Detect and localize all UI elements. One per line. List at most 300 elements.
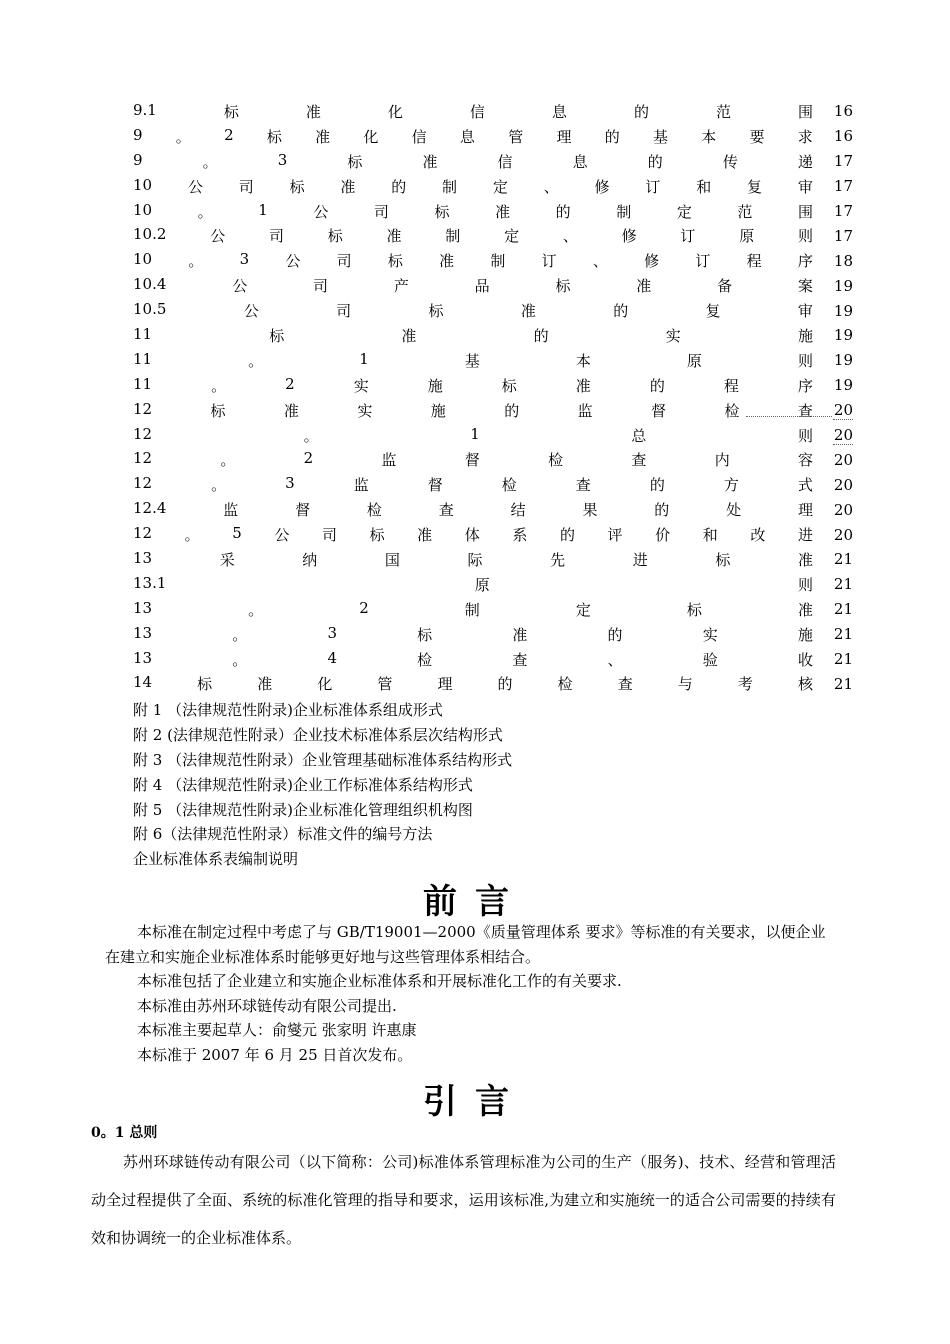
toc-title-char: 信	[469, 102, 485, 121]
toc-title-char: 、	[592, 252, 608, 271]
toc-page-number: 16	[833, 127, 853, 146]
toc-title-char: 纳	[302, 550, 318, 569]
toc-title-char: 13	[133, 548, 153, 567]
toc-title-char: 12.4	[133, 499, 167, 518]
toc-title-char: 司	[336, 252, 352, 271]
toc-title-char: 制	[464, 600, 480, 619]
toc-entry[interactable]	[133, 273, 853, 298]
toc-entry-title	[133, 350, 833, 371]
toc-title-char: 11	[133, 374, 153, 393]
toc-page-number: 17	[833, 226, 853, 245]
toc-title-char: 管	[377, 675, 393, 694]
annex-item: 附 5 （法律规范性附录)企业标准化管理组织机构图	[133, 800, 473, 819]
toc-title-char: 则	[797, 227, 813, 246]
toc-title-char: 产	[393, 277, 409, 296]
foreword-paragraph: 本标准于 2007 年 6 月 25 日首次发布。	[137, 1045, 413, 1064]
toc-title-char: 息	[459, 127, 475, 146]
toc-title-char: 定	[676, 202, 692, 221]
toc-title-char: 司	[336, 302, 352, 321]
toc-title-char: 10	[133, 250, 153, 269]
toc-title-char: 。	[232, 650, 248, 669]
toc-title-char: 公	[285, 252, 301, 271]
toc-title-char: 的	[497, 675, 513, 694]
toc-title-char: 价	[655, 526, 671, 545]
toc-title-char: 准	[305, 102, 321, 121]
toc-title-char: 查	[438, 501, 454, 520]
toc-page-number: 19	[833, 326, 853, 345]
annex-item: 附 1 （法律规范性附录)企业标准体系组成形式	[133, 701, 443, 719]
toc-title-char: 检	[501, 476, 517, 495]
toc-entry[interactable]	[133, 248, 853, 273]
toc-page-number: 21	[833, 650, 853, 669]
toc-title-char: 序	[797, 252, 813, 271]
toc-title-char: 制	[442, 177, 458, 196]
toc-title-char: 、	[562, 227, 578, 246]
toc-entry[interactable]	[133, 572, 853, 597]
toc-entry[interactable]	[133, 597, 853, 622]
toc-title-char: 9.1	[133, 100, 157, 119]
toc-title-char: 准	[520, 302, 536, 321]
toc-title-char: 12	[133, 399, 153, 418]
toc-entry-title	[133, 126, 833, 147]
toc-title-char: 程	[746, 252, 762, 271]
toc-title-char: 标	[387, 252, 403, 271]
toc-title-char: 1	[359, 349, 369, 368]
toc-entry[interactable]	[133, 223, 853, 248]
toc-entry-title	[133, 225, 833, 246]
toc-title-char: 13.1	[133, 573, 167, 592]
toc-entry-title	[133, 499, 833, 520]
toc-title-char: 。	[303, 426, 319, 445]
foreword-paragraph: 本标准包括了企业建立和实施企业标准体系和开展标准化工作的有关要求.	[137, 972, 622, 990]
toc-title-char: 准	[439, 252, 455, 271]
toc-entry[interactable]	[133, 348, 853, 373]
toc-title-char: 标	[428, 302, 444, 321]
toc-title-char: 本	[575, 351, 591, 370]
toc-entry-title	[133, 375, 833, 396]
toc-title-char: 标	[269, 326, 285, 345]
toc-title-char: 5	[232, 524, 242, 543]
toc-title-char: 修	[621, 227, 637, 246]
toc-title-char: 2	[303, 449, 314, 468]
toc-title-char: 的	[504, 401, 520, 420]
leader-dots	[746, 416, 832, 417]
toc-title-char: 的	[391, 177, 407, 196]
toc-title-char: 检	[548, 451, 564, 470]
toc-title-char: 。	[211, 376, 227, 395]
toc-title-char: 备	[717, 277, 733, 296]
toc-entry-title	[133, 649, 833, 670]
toc-entry-title	[133, 250, 833, 271]
toc-title-char: 基	[652, 127, 668, 146]
toc-title-char: 化	[387, 102, 403, 121]
toc-entry-title	[133, 449, 833, 470]
toc-title-char: 范	[715, 102, 731, 121]
toc-entry-title	[133, 325, 833, 346]
toc-title-char: 内	[714, 451, 730, 470]
toc-entry-title	[133, 673, 833, 694]
toc-title-char: 际	[467, 550, 483, 569]
toc-entry[interactable]	[133, 124, 853, 149]
toc-entry-title	[133, 474, 833, 495]
toc-title-char: 监	[223, 501, 239, 520]
toc-entry[interactable]	[133, 199, 853, 224]
toc-title-char: 总	[631, 426, 647, 445]
toc-title-char: 的	[607, 625, 623, 644]
toc-title-char: 10	[133, 200, 153, 219]
toc-title-char: 查	[617, 675, 633, 694]
toc-title-char: 要	[749, 127, 765, 146]
annex-list	[133, 698, 853, 872]
toc-title-char: 标	[347, 152, 363, 171]
toc-title-char: 程	[723, 376, 739, 395]
introduction-paragraph: 苏州环球链传动有限公司（以下简称：公司)标准体系管理标准为公司的生产（服务)、技术、经营和管理活动全过程提供了全面、系统的标准化管理的指导和要求，运用该标准,为建立和实施统一的适合公司需要的持续有效和协调统一的企业标准体系。	[91, 1153, 836, 1247]
toc-title-char: 13	[133, 623, 153, 642]
toc-title-char: 3	[285, 474, 295, 493]
toc-title-char: 修	[644, 252, 660, 271]
toc-entry[interactable]	[133, 522, 853, 547]
toc-title-char: 司	[238, 177, 254, 196]
toc-entry-title	[133, 275, 833, 296]
toc-title-char: 10	[133, 175, 153, 194]
toc-title-char: 标	[434, 202, 450, 221]
toc-title-char: 容	[797, 451, 813, 470]
toc-title-char: 。	[211, 476, 227, 495]
annex-item: 附 4 （法律规范性附录)企业工作标准体系结构形式	[133, 775, 473, 794]
foreword-paragraph: 本标准在制定过程中考虑了与 GB/T19001—2000《质量管理体系 要求》等标准的有关要求，以便企业在建立和实施企业标准体系时能够更好地与这些管理体系相结合。	[105, 923, 826, 966]
toc-entry[interactable]	[133, 647, 853, 672]
toc-title-char: 修	[594, 177, 610, 196]
toc-page-number: 19	[833, 376, 853, 395]
toc-title-char: 监	[381, 451, 397, 470]
toc-title-char: 公	[210, 227, 226, 246]
toc-title-char: 、	[607, 650, 623, 669]
toc-title-char: 标	[417, 625, 433, 644]
toc-entry-title	[133, 300, 833, 321]
toc-entry[interactable]	[133, 497, 853, 522]
toc-title-char: 标	[289, 177, 305, 196]
toc-title-char: 理	[556, 127, 572, 146]
toc-title-char: 标	[223, 102, 239, 121]
toc-title-char: 准	[575, 376, 591, 395]
toc-title-char: 13	[133, 598, 153, 617]
toc-entry[interactable]	[133, 174, 853, 199]
annex-item: 企业标准体系表编制说明	[133, 850, 299, 869]
toc-title-char: 。	[248, 600, 264, 619]
toc-title-char: 。	[197, 202, 213, 221]
toc-title-char: 标	[686, 600, 702, 619]
toc-title-char: 12	[133, 474, 153, 493]
toc-title-char: 实	[357, 401, 373, 420]
toc-title-char: 监	[577, 401, 593, 420]
toc-page-number: 21	[833, 550, 853, 569]
toc-page-number: 19	[833, 351, 853, 370]
toc-entry[interactable]	[133, 671, 853, 696]
toc-title-char: 核	[797, 675, 813, 694]
toc-title-char: 结	[510, 501, 526, 520]
toc-title-char: 3	[277, 150, 288, 169]
toc-title-char: 的	[654, 501, 670, 520]
toc-page-number: 19	[833, 301, 853, 320]
toc-title-char: 准	[283, 401, 299, 420]
toc-title-char: 。	[188, 252, 204, 271]
toc-title-char: 果	[582, 501, 598, 520]
toc-title-char: 原	[739, 227, 755, 246]
toc-page-number: 20	[833, 425, 853, 444]
toc-title-char: 检	[366, 501, 382, 520]
toc-page-number: 20	[833, 400, 853, 419]
toc-title-char: 方	[723, 476, 739, 495]
toc-entry[interactable]	[133, 398, 853, 423]
toc-title-char: 。	[220, 451, 236, 470]
annex-item: 附 2 (法律规范性附录）企业技术标准体系层次结构形式	[133, 725, 503, 744]
foreword-body	[105, 920, 835, 1067]
toc-title-char: 查	[512, 650, 528, 669]
toc-title-char: 11	[133, 324, 153, 343]
toc-title-char: 验	[702, 650, 718, 669]
toc-page-number: 20	[833, 525, 853, 544]
section-title: 0。1 总则	[91, 1125, 158, 1141]
toc-title-char: 订	[680, 227, 696, 246]
table-of-contents	[133, 99, 853, 696]
toc-title-char: 督	[427, 476, 443, 495]
toc-title-char: 10.4	[133, 275, 167, 294]
toc-title-char: 。	[248, 351, 264, 370]
toc-title-char: 准	[422, 152, 438, 171]
toc-title-char: 求	[797, 127, 813, 146]
toc-title-char: 体	[464, 526, 480, 545]
toc-title-char: 查	[797, 401, 813, 420]
toc-entry-title	[133, 400, 833, 421]
toc-entry[interactable]	[133, 423, 853, 448]
toc-title-char: 定	[504, 227, 520, 246]
toc-title-char: 准	[417, 526, 433, 545]
toc-entry-title	[133, 599, 833, 620]
toc-title-char: 则	[797, 351, 813, 370]
toc-page-number: 20	[833, 500, 853, 519]
toc-title-char: 10.2	[133, 225, 167, 244]
toc-title-char: 、	[543, 177, 559, 196]
foreword-paragraph: 本标准由苏州环球链传动有限公司提出.	[137, 996, 397, 1015]
toc-title-char: 2	[285, 374, 295, 393]
toc-title-char: 则	[797, 426, 813, 445]
toc-title-char: 与	[677, 675, 693, 694]
toc-title-char: 的	[649, 376, 665, 395]
toc-title-char: 。	[232, 625, 248, 644]
toc-title-char: 。	[175, 127, 191, 146]
toc-title-char: 公	[243, 302, 259, 321]
toc-title-char: 序	[797, 376, 813, 395]
toc-entry[interactable]	[133, 622, 853, 647]
toc-title-char: 的	[604, 127, 620, 146]
toc-title-char: 进	[632, 550, 648, 569]
toc-title-char: 标	[369, 526, 385, 545]
toc-title-char: 准	[797, 550, 813, 569]
toc-entry-title	[133, 425, 833, 446]
toc-title-char: 管	[508, 127, 524, 146]
toc-title-char: 查	[631, 451, 647, 470]
toc-title-char: 信	[497, 152, 513, 171]
toc-title-char: 督	[295, 501, 311, 520]
toc-title-char: 围	[797, 202, 813, 221]
toc-title-char: 审	[797, 302, 813, 321]
toc-entry-title	[133, 524, 833, 545]
toc-title-char: 9	[133, 150, 143, 169]
toc-title-char: 的	[555, 202, 571, 221]
toc-entry[interactable]	[133, 99, 853, 124]
toc-title-char: 订	[541, 252, 557, 271]
annex-item: 附 3 （法律规范性附录）企业管理基础标准体系结构形式	[133, 750, 513, 769]
toc-title-char: 司	[268, 227, 284, 246]
toc-page-number: 19	[833, 276, 853, 295]
toc-title-char: 递	[797, 152, 813, 171]
toc-title-char: 采	[219, 550, 235, 569]
toc-title-char: 2	[224, 125, 234, 144]
toc-title-char: 督	[464, 451, 480, 470]
toc-title-char: 督	[651, 401, 667, 420]
toc-title-char: 实	[702, 625, 718, 644]
toc-entry-title	[133, 574, 833, 595]
toc-title-char: 案	[797, 277, 813, 296]
toc-title-char: 信	[411, 127, 427, 146]
toc-title-char: 标	[555, 277, 571, 296]
toc-title-char: 收	[797, 650, 813, 669]
toc-title-char: 考	[737, 675, 753, 694]
toc-page-number: 18	[833, 251, 853, 270]
toc-title-char: 审	[797, 177, 813, 196]
toc-page-number: 21	[833, 575, 853, 594]
toc-title-char: 和	[696, 177, 712, 196]
toc-title-char: 实	[353, 376, 369, 395]
toc-title-char: 14	[133, 673, 153, 692]
toc-title-char: 1	[258, 200, 268, 219]
toc-title-char: 定	[492, 177, 508, 196]
toc-title-char: 式	[797, 476, 813, 495]
toc-title-char: 传	[722, 152, 738, 171]
toc-title-char: 原	[686, 351, 702, 370]
toc-title-char: 的	[613, 302, 629, 321]
toc-title-char: 围	[797, 102, 813, 121]
toc-title-char: 11	[133, 349, 153, 368]
toc-title-char: 标	[327, 227, 343, 246]
toc-title-char: 的	[647, 152, 663, 171]
toc-title-char: 定	[575, 600, 591, 619]
toc-title-char: 施	[427, 376, 443, 395]
toc-title-char: 标	[197, 675, 213, 694]
toc-title-char: 范	[737, 202, 753, 221]
toc-title-char: 司	[373, 202, 389, 221]
toc-title-char: 检	[724, 401, 740, 420]
toc-title-char: 标	[210, 401, 226, 420]
toc-title-char: 准	[797, 600, 813, 619]
toc-title-char: 10.5	[133, 300, 167, 319]
toc-title-char: 施	[797, 326, 813, 345]
toc-title-char: 准	[257, 675, 273, 694]
toc-title-char: 则	[797, 575, 813, 594]
toc-title-char: 息	[572, 152, 588, 171]
toc-title-char: 订	[695, 252, 711, 271]
toc-title-char: 理	[797, 501, 813, 520]
toc-entry[interactable]	[133, 447, 853, 472]
toc-page-number: 20	[833, 450, 853, 469]
toc-title-char: 品	[474, 277, 490, 296]
toc-title-char: 3	[327, 623, 337, 642]
toc-title-char: 13	[133, 648, 153, 667]
toc-page-number: 16	[833, 102, 853, 121]
toc-entry[interactable]	[133, 373, 853, 398]
toc-title-char: 评	[607, 526, 623, 545]
toc-title-char: 进	[797, 526, 813, 545]
toc-title-char: 12	[133, 424, 153, 443]
toc-title-char: 司	[313, 277, 329, 296]
toc-title-char: 和	[702, 526, 718, 545]
foreword-heading: 前言	[423, 882, 527, 922]
toc-entry-title	[133, 624, 833, 645]
toc-title-char: 的	[649, 476, 665, 495]
toc-entry[interactable]	[133, 149, 853, 174]
toc-title-char: 处	[726, 501, 742, 520]
foreword-paragraph: 本标准主要起草人：俞燮元 张家明 许惠康	[137, 1021, 417, 1039]
toc-entry[interactable]	[133, 323, 853, 348]
introduction-heading: 引言	[423, 1082, 527, 1122]
toc-title-char: 12	[133, 449, 153, 468]
toc-entry[interactable]	[133, 472, 853, 497]
toc-title-char: 实	[665, 326, 681, 345]
toc-entry-title	[133, 201, 833, 222]
toc-title-char: 制	[445, 227, 461, 246]
toc-entry[interactable]	[133, 547, 853, 572]
toc-title-char: 准	[495, 202, 511, 221]
toc-title-char: 1	[470, 424, 480, 443]
toc-title-char: 的	[533, 326, 549, 345]
toc-title-char: 准	[401, 326, 417, 345]
toc-title-char: 的	[559, 526, 575, 545]
toc-title-char: 的	[633, 102, 649, 121]
toc-title-char: 化	[363, 127, 379, 146]
toc-title-char: 化	[317, 675, 333, 694]
toc-title-char: 准	[315, 127, 331, 146]
toc-entry-title	[133, 101, 833, 122]
toc-title-char: 。	[184, 526, 200, 545]
annex-item: 附 6（法律规范性附录）标准文件的编号方法	[133, 825, 433, 844]
toc-title-char: 12	[133, 524, 153, 543]
toc-title-char: 施	[797, 625, 813, 644]
toc-title-char: 复	[747, 177, 763, 196]
toc-title-char: 司	[321, 526, 337, 545]
toc-entry-title	[133, 151, 833, 172]
toc-title-char: 息	[551, 102, 567, 121]
toc-page-number: 21	[833, 600, 853, 619]
toc-title-char: 原	[474, 575, 490, 594]
toc-title-char: 理	[437, 675, 453, 694]
toc-title-char: 准	[512, 625, 528, 644]
toc-title-char: 制	[616, 202, 632, 221]
toc-page-number: 17	[833, 152, 853, 171]
toc-title-char: 准	[386, 227, 402, 246]
toc-title-char: 检	[557, 675, 573, 694]
toc-title-char: 准	[636, 277, 652, 296]
toc-title-char: 先	[550, 550, 566, 569]
toc-title-char: 4	[327, 648, 337, 667]
toc-title-char: 订	[645, 177, 661, 196]
toc-title-char: 标	[266, 127, 282, 146]
toc-title-char: 标	[501, 376, 517, 395]
toc-title-char: 制	[490, 252, 506, 271]
toc-title-char: 国	[384, 550, 400, 569]
toc-title-char: 监	[353, 476, 369, 495]
toc-entry[interactable]	[133, 298, 853, 323]
toc-page-number: 17	[833, 177, 853, 196]
